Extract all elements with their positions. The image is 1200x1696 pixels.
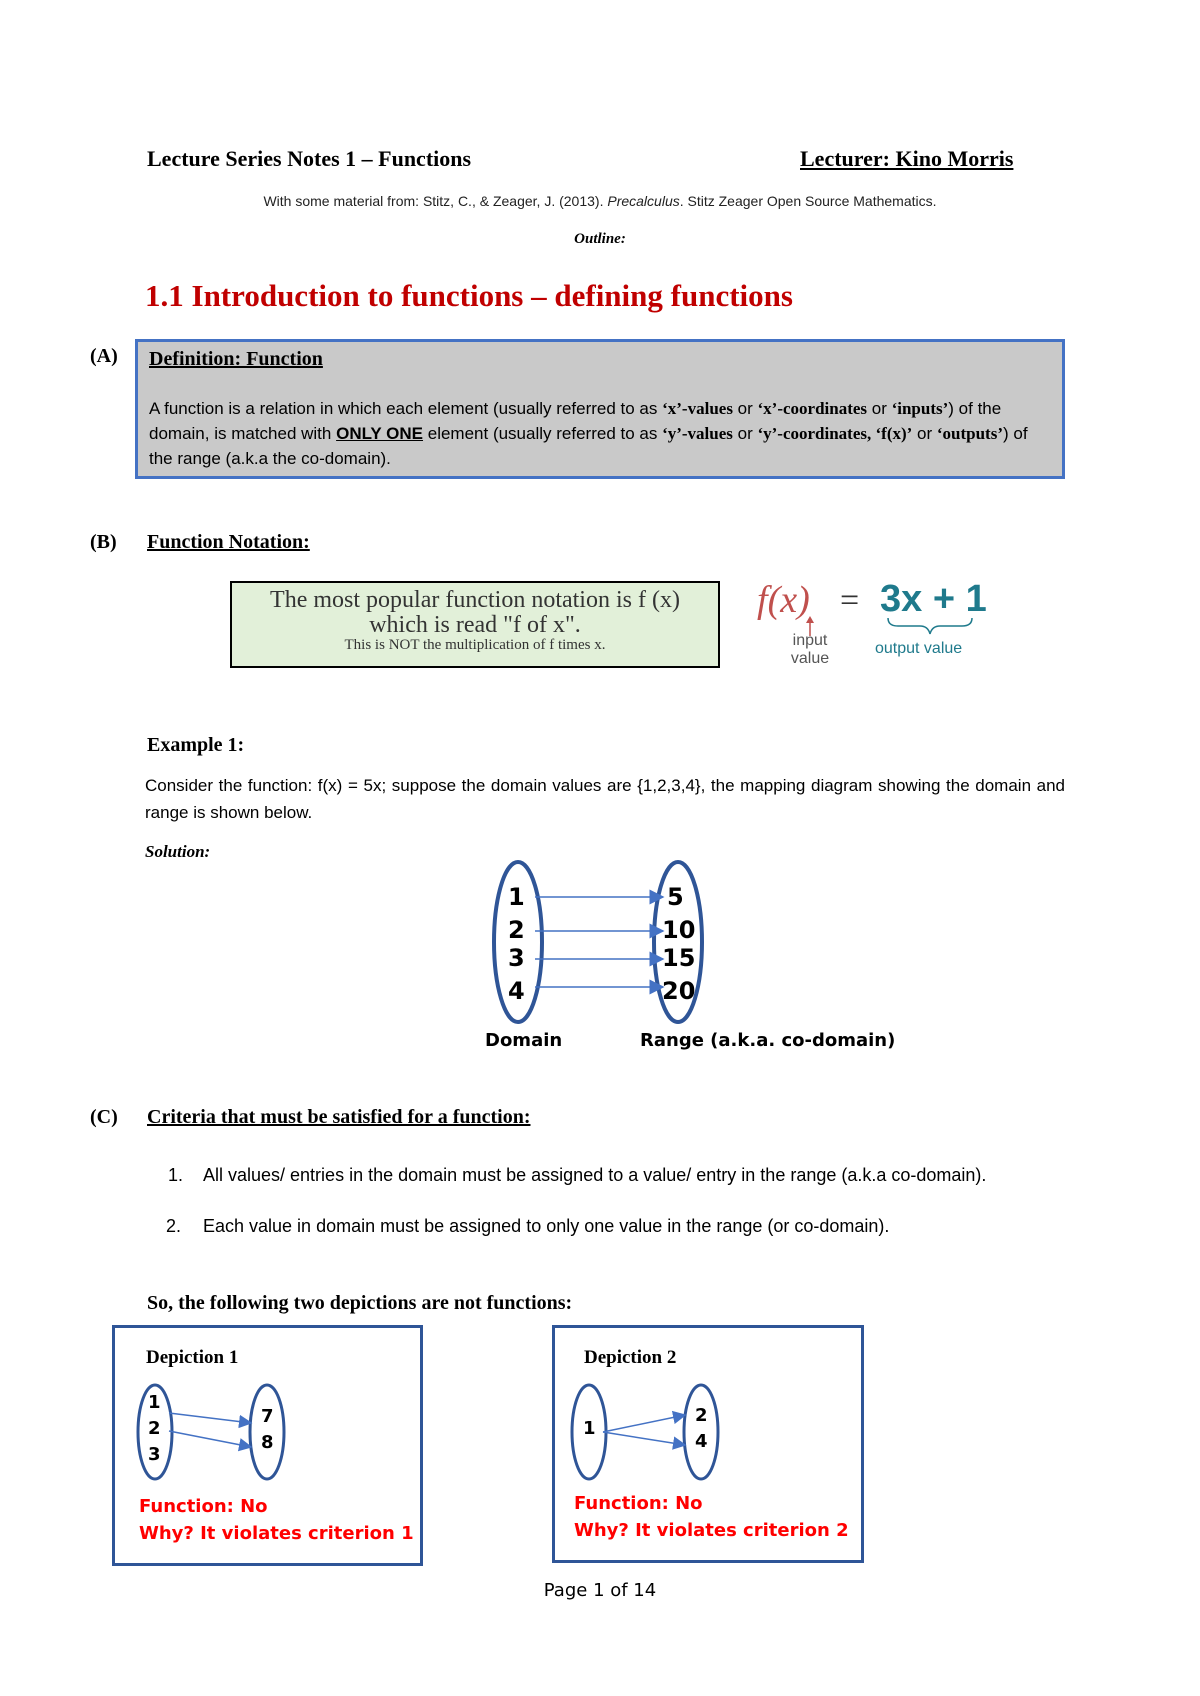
def-emphasis: ONLY ONE bbox=[336, 424, 424, 443]
def-part: or bbox=[912, 424, 937, 443]
depiction-title: Depiction 2 bbox=[584, 1347, 677, 1368]
domain-value: 2 bbox=[148, 1418, 161, 1439]
attribution-text: With some material from: Stitz, C., & Zeager, J. (2013). bbox=[263, 193, 608, 209]
lecturer-name: Lecturer: Kino Morris bbox=[800, 146, 1014, 171]
input-value-label bbox=[785, 632, 835, 668]
function-verdict: Function: No bbox=[574, 1493, 703, 1514]
depiction-title: Depiction 1 bbox=[146, 1347, 239, 1368]
criterion-number: 1. bbox=[168, 1165, 184, 1185]
def-term: ‘y’-values bbox=[662, 424, 733, 443]
fx-equals: = bbox=[840, 582, 860, 619]
attribution-book: Precalculus bbox=[607, 193, 680, 209]
domain-value: 1 bbox=[583, 1418, 596, 1439]
input-label-line: value bbox=[790, 650, 830, 667]
domain-value: 3 bbox=[148, 1444, 161, 1465]
domain-value: 3 bbox=[508, 944, 525, 972]
output-value-label: output value bbox=[875, 640, 963, 657]
range-caption: Range (a.k.a. co-domain) bbox=[640, 1030, 896, 1051]
input-label-line: input bbox=[792, 632, 828, 649]
def-part: or bbox=[732, 424, 758, 443]
domain-value: 2 bbox=[508, 916, 525, 944]
range-value: 2 bbox=[695, 1405, 708, 1426]
example-text: Consider the function: f(x) = 5x; suppose the domain values are {1,2,3,4}, the mapping diagram showing the domain and range is shown below. bbox=[145, 776, 1065, 822]
definition-heading: Definition: Function bbox=[149, 348, 323, 370]
definition-box bbox=[135, 339, 1065, 479]
fx-expression: 3x + 1 bbox=[880, 578, 987, 620]
def-term: ‘x’-coordinates bbox=[757, 399, 868, 418]
violation-reason: Why? It violates criterion 2 bbox=[574, 1520, 849, 1541]
def-term: ‘inputs’ bbox=[891, 399, 949, 418]
range-value: 4 bbox=[695, 1431, 708, 1452]
outline-label: Outline: bbox=[574, 231, 626, 247]
attribution-source: . Stitz Zeager Open Source Mathematics. bbox=[679, 193, 937, 209]
note-line-2: which is read "f of x". bbox=[369, 612, 581, 638]
page-number: Page 1 of 14 bbox=[543, 1580, 657, 1601]
def-part: ) of the range (a.k.a the co-domain). bbox=[149, 424, 1028, 468]
map-arrow bbox=[169, 1413, 251, 1423]
range-value: 7 bbox=[261, 1406, 274, 1427]
doc-title: Lecture Series Notes 1 – Functions bbox=[147, 146, 472, 171]
def-term: ‘x’-values bbox=[662, 399, 733, 418]
criterion-text: All values/ entries in the domain must be assigned to a value/ entry in the range (a.k.a co-domain). bbox=[203, 1165, 987, 1185]
violation-reason: Why? It violates criterion 1 bbox=[139, 1523, 414, 1544]
part-b-label: (B) bbox=[90, 531, 117, 553]
map-arrow bbox=[169, 1431, 251, 1447]
def-part: or bbox=[732, 399, 758, 418]
definition-text bbox=[149, 396, 1054, 471]
def-part: ) of the domain, is matched with bbox=[149, 399, 1002, 443]
input-arrow-head bbox=[806, 616, 814, 623]
part-c-heading: Criteria that must be satisfied for a function: bbox=[147, 1106, 531, 1128]
domain-value: 4 bbox=[508, 977, 525, 1005]
note-line-3: This is NOT the multiplication of f times x. bbox=[344, 637, 606, 653]
criterion-text: Each value in domain must be assigned to only one value in the range (or co-domain). bbox=[203, 1216, 890, 1236]
section-title: 1.1 Introduction to functions – defining functions bbox=[145, 278, 793, 313]
attribution bbox=[0, 193, 1200, 209]
fx-f: f bbox=[757, 579, 768, 621]
map-arrow bbox=[603, 1432, 685, 1445]
range-value: 15 bbox=[662, 944, 696, 972]
example-title: Example 1: bbox=[147, 734, 245, 756]
domain-value: 1 bbox=[148, 1392, 161, 1413]
part-a-label: (A) bbox=[90, 345, 118, 367]
note-line-1: The most popular function notation is f (x) bbox=[270, 587, 680, 613]
map-arrow bbox=[603, 1415, 685, 1432]
fx-x: (x) bbox=[767, 579, 810, 621]
def-part: or bbox=[867, 399, 892, 418]
range-value: 5 bbox=[667, 883, 684, 911]
def-part: element (usually referred to as bbox=[423, 424, 663, 443]
notation-note-box bbox=[230, 581, 720, 668]
range-value: 10 bbox=[662, 916, 696, 944]
domain-caption: Domain bbox=[485, 1030, 563, 1051]
function-verdict: Function: No bbox=[139, 1496, 268, 1517]
part-c-label: (C) bbox=[90, 1106, 118, 1128]
domain-value: 1 bbox=[508, 883, 525, 911]
depiction-1-box bbox=[112, 1325, 423, 1566]
range-value: 8 bbox=[261, 1432, 274, 1453]
def-part: A function is a relation in which each element (usually referred to as bbox=[149, 399, 663, 418]
solution-label: Solution: bbox=[145, 842, 211, 861]
output-brace bbox=[888, 618, 972, 634]
criterion-number: 2. bbox=[166, 1216, 182, 1236]
non-function-intro: So, the following two depictions are not functions: bbox=[147, 1292, 573, 1314]
depiction-2-box bbox=[552, 1325, 864, 1563]
range-value: 20 bbox=[662, 977, 696, 1005]
part-b-heading: Function Notation: bbox=[147, 531, 310, 553]
def-term: ‘y’-coordinates, ‘f(x)’ bbox=[757, 424, 913, 443]
def-term: ‘outputs’ bbox=[936, 424, 1003, 443]
